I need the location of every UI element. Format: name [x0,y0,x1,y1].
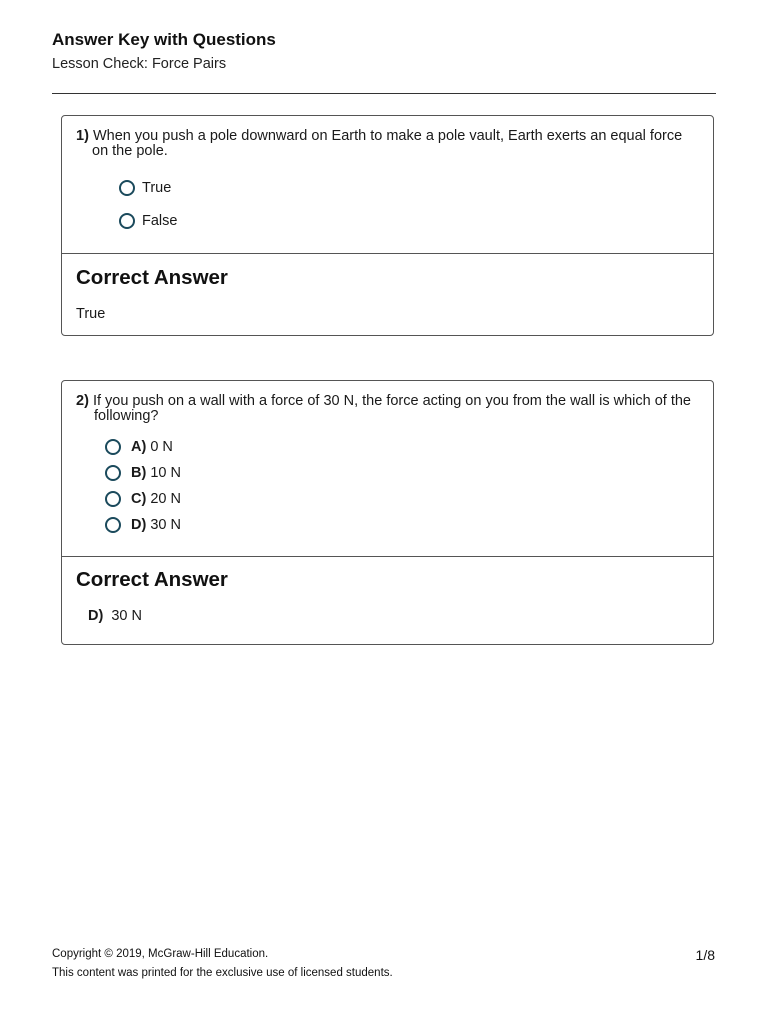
question-number: 1) [76,128,89,144]
correct-answer-letter: D) [88,608,104,624]
page-subtitle: Lesson Check: Force Pairs [52,56,227,72]
radio-button-icon[interactable] [105,465,121,481]
option-c[interactable] [105,491,181,507]
option-letter: D) [131,517,147,533]
radio-button-icon[interactable] [105,439,121,455]
header-divider [52,93,716,94]
radio-button-icon[interactable] [119,213,135,229]
correct-answer-heading: Correct Answer [76,568,228,591]
radio-button-icon[interactable] [105,517,121,533]
option-d[interactable] [105,517,181,533]
option-false[interactable] [119,213,177,229]
option-label: True [142,180,172,196]
option-label: 20 N [150,491,181,507]
correct-answer-text: 30 N [111,608,142,624]
option-label: 10 N [150,465,181,481]
option-a[interactable] [105,439,173,455]
option-true[interactable] [119,180,171,196]
page-title: Answer Key with Questions [52,30,276,49]
answer-divider [62,556,713,557]
question-text [76,129,699,159]
correct-answer-value [76,306,105,322]
question-number: 2) [76,393,89,409]
correct-answer-value [88,608,142,624]
option-label: False [142,213,178,229]
license-notice: This content was printed for the exclusive use of licensed students. [52,967,393,979]
question-card-2 [61,380,714,645]
page-number: 1/8 [695,947,715,963]
question-prompt: If you push on a wall with a force of 30 N, the force acting on you from the wall is which of the following? [92,393,691,424]
question-prompt: When you push a pole downward on Earth to make a pole vault, Earth exerts an equal force on the pole. [92,128,683,159]
radio-button-icon[interactable] [105,491,121,507]
question-text [76,394,699,424]
option-label: 0 N [150,439,173,455]
correct-answer-text: True [76,306,106,322]
option-b[interactable] [105,465,181,481]
correct-answer-heading: Correct Answer [76,266,228,289]
option-label: 30 N [150,517,181,533]
copyright-notice: Copyright © 2019, McGraw-Hill Education. [52,948,269,960]
option-letter: B) [131,465,147,481]
option-letter: C) [131,491,147,507]
question-card-1 [61,115,714,336]
option-letter: A) [131,439,147,455]
radio-button-icon[interactable] [119,180,135,196]
answer-divider [62,253,713,254]
